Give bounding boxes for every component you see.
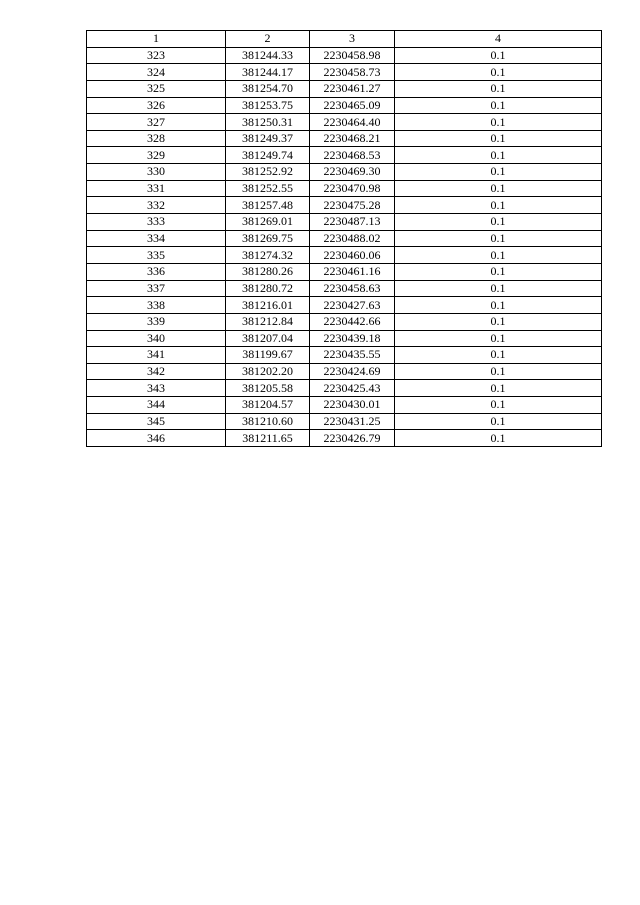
table-cell-col-2: 381280.72	[226, 280, 310, 297]
table-cell-col-2: 381244.33	[226, 47, 310, 64]
table-cell-col-3: 2230442.66	[310, 313, 395, 330]
table-cell-col-1: 323	[87, 47, 226, 64]
table-cell-col-3: 2230461.16	[310, 263, 395, 280]
table-cell-col-2: 381250.31	[226, 114, 310, 131]
table-cell-col-1: 325	[87, 80, 226, 97]
table-cell-col-3: 2230427.63	[310, 297, 395, 314]
table-row	[87, 263, 602, 280]
table-cell-col-1: 340	[87, 330, 226, 347]
table-row	[87, 197, 602, 214]
table-cell-col-3: 2230458.73	[310, 64, 395, 81]
table-cell-col-3: 2230465.09	[310, 97, 395, 114]
table-row	[87, 313, 602, 330]
table-cell-col-2: 381254.70	[226, 80, 310, 97]
table-cell-col-1: 342	[87, 363, 226, 380]
table-row	[87, 380, 602, 397]
table-cell-col-4: 0.1	[395, 313, 602, 330]
table-cell-col-4: 0.1	[395, 347, 602, 364]
table-cell-col-2: 381280.26	[226, 263, 310, 280]
table-cell-col-2: 381269.01	[226, 214, 310, 231]
table-cell-col-1: 343	[87, 380, 226, 397]
table-cell-col-3: 2230460.06	[310, 247, 395, 264]
table-cell-col-3: 2230426.79	[310, 430, 395, 447]
table-row	[87, 280, 602, 297]
table-cell-col-1: 341	[87, 347, 226, 364]
table-row	[87, 47, 602, 64]
table-cell-col-2: 381211.65	[226, 430, 310, 447]
table-cell-col-1: 324	[87, 64, 226, 81]
table-row	[87, 230, 602, 247]
table-cell-col-3: 2230469.30	[310, 164, 395, 181]
table-cell-col-2: 381207.04	[226, 330, 310, 347]
table-row	[87, 164, 602, 181]
table-cell-col-2: 381210.60	[226, 413, 310, 430]
table-cell-col-3: 2230475.28	[310, 197, 395, 214]
table-cell-col-4: 0.1	[395, 397, 602, 414]
table-cell-col-3: 2230424.69	[310, 363, 395, 380]
table-cell-col-1: 339	[87, 313, 226, 330]
table-cell-col-1: 338	[87, 297, 226, 314]
table-cell-col-2: 381202.20	[226, 363, 310, 380]
table-row	[87, 214, 602, 231]
table-cell-col-1: 327	[87, 114, 226, 131]
table-cell-col-4: 0.1	[395, 97, 602, 114]
table-cell-col-1: 328	[87, 130, 226, 147]
table-cell-col-3: 2230464.40	[310, 114, 395, 131]
table-row	[87, 97, 602, 114]
table-cell-col-2: 381253.75	[226, 97, 310, 114]
table-cell-col-3: 2230425.43	[310, 380, 395, 397]
table-cell-col-2: 381257.48	[226, 197, 310, 214]
table-cell-col-4: 0.1	[395, 263, 602, 280]
table-cell-col-1: 334	[87, 230, 226, 247]
table-cell-col-2: 381204.57	[226, 397, 310, 414]
table-cell-col-3: 2230468.21	[310, 130, 395, 147]
table-cell-col-4: 0.1	[395, 164, 602, 181]
table-cell-col-2: 381199.67	[226, 347, 310, 364]
table-cell-col-1: 335	[87, 247, 226, 264]
table-cell-col-4: 0.1	[395, 180, 602, 197]
table-cell-col-1: 332	[87, 197, 226, 214]
table-cell-col-4: 0.1	[395, 80, 602, 97]
table-cell-col-4: 0.1	[395, 214, 602, 231]
table-cell-col-1: 331	[87, 180, 226, 197]
table-cell-col-1: 345	[87, 413, 226, 430]
table-cell-col-4: 0.1	[395, 363, 602, 380]
table-cell-col-1: 326	[87, 97, 226, 114]
table-cell-col-1: 337	[87, 280, 226, 297]
table-cell-col-2: 381212.84	[226, 313, 310, 330]
coordinates-table	[86, 30, 602, 447]
table-cell-col-2: 381249.37	[226, 130, 310, 147]
table-row	[87, 247, 602, 264]
table-row	[87, 147, 602, 164]
table-cell-col-4: 0.1	[395, 280, 602, 297]
table-cell-col-4: 0.1	[395, 380, 602, 397]
table-cell-col-1: 336	[87, 263, 226, 280]
table-cell-col-4: 0.1	[395, 197, 602, 214]
table-cell-col-2: 381252.92	[226, 164, 310, 181]
table-cell-col-4: 0.1	[395, 230, 602, 247]
column-header-3: 3	[310, 31, 395, 48]
table-cell-col-1: 346	[87, 430, 226, 447]
table-row	[87, 430, 602, 447]
table-cell-col-2: 381205.58	[226, 380, 310, 397]
table-cell-col-4: 0.1	[395, 330, 602, 347]
table-cell-col-4: 0.1	[395, 430, 602, 447]
table-cell-col-3: 2230431.25	[310, 413, 395, 430]
table-row	[87, 180, 602, 197]
table-cell-col-3: 2230487.13	[310, 214, 395, 231]
table-cell-col-3: 2230461.27	[310, 80, 395, 97]
table-body	[87, 47, 602, 446]
table-cell-col-4: 0.1	[395, 297, 602, 314]
table-cell-col-4: 0.1	[395, 147, 602, 164]
table-row	[87, 347, 602, 364]
table-cell-col-1: 329	[87, 147, 226, 164]
table-cell-col-2: 381252.55	[226, 180, 310, 197]
table-row	[87, 297, 602, 314]
table-cell-col-2: 381216.01	[226, 297, 310, 314]
table-cell-col-3: 2230488.02	[310, 230, 395, 247]
table-cell-col-2: 381244.17	[226, 64, 310, 81]
table-row	[87, 413, 602, 430]
table-cell-col-4: 0.1	[395, 64, 602, 81]
table-cell-col-3: 2230458.63	[310, 280, 395, 297]
table-cell-col-4: 0.1	[395, 413, 602, 430]
table-cell-col-1: 344	[87, 397, 226, 414]
column-header-2: 2	[226, 31, 310, 48]
table-cell-col-2: 381269.75	[226, 230, 310, 247]
table-row	[87, 397, 602, 414]
table-cell-col-4: 0.1	[395, 247, 602, 264]
table-row	[87, 330, 602, 347]
table-cell-col-3: 2230468.53	[310, 147, 395, 164]
table-cell-col-1: 333	[87, 214, 226, 231]
table-row	[87, 64, 602, 81]
table-cell-col-4: 0.1	[395, 114, 602, 131]
column-header-1: 1	[87, 31, 226, 48]
table-cell-col-2: 381249.74	[226, 147, 310, 164]
table-cell-col-4: 0.1	[395, 47, 602, 64]
table-row	[87, 130, 602, 147]
table-row	[87, 363, 602, 380]
table-cell-col-3: 2230435.55	[310, 347, 395, 364]
table-header	[87, 31, 602, 48]
table-cell-col-3: 2230470.98	[310, 180, 395, 197]
table-row	[87, 80, 602, 97]
table-cell-col-1: 330	[87, 164, 226, 181]
header-row	[87, 31, 602, 48]
table-cell-col-3: 2230439.18	[310, 330, 395, 347]
table-cell-col-3: 2230458.98	[310, 47, 395, 64]
table-cell-col-3: 2230430.01	[310, 397, 395, 414]
column-header-4: 4	[395, 31, 602, 48]
table-row	[87, 114, 602, 131]
table-cell-col-2: 381274.32	[226, 247, 310, 264]
table-cell-col-4: 0.1	[395, 130, 602, 147]
